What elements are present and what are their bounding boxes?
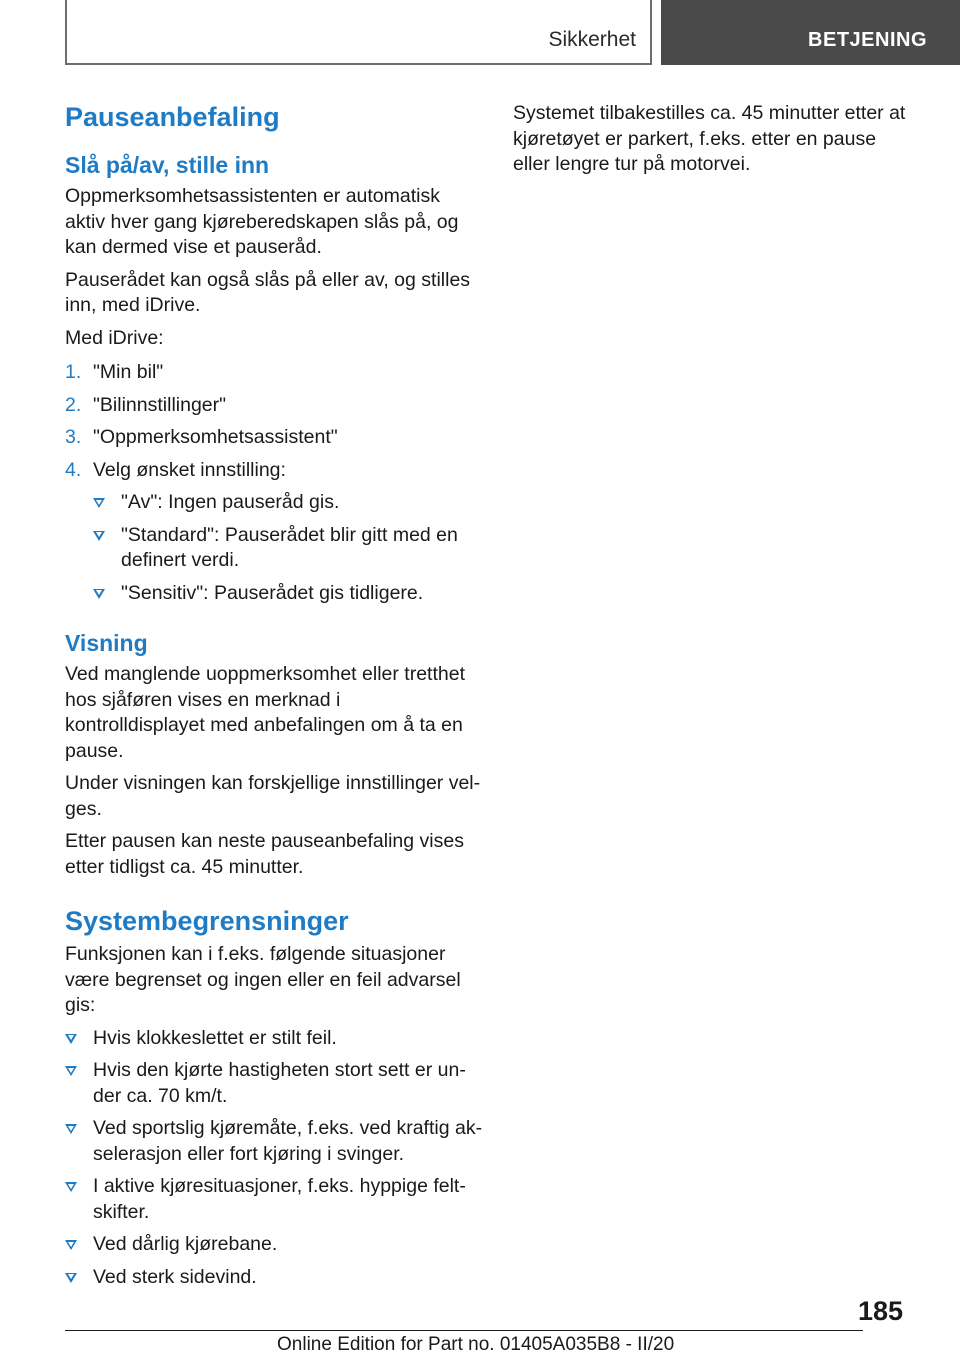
option-text: "Standard": Pauserådet blir gitt med en definert verdi. — [121, 523, 458, 571]
bullet-triangle-icon — [65, 1182, 77, 1192]
item-text: I aktive kjøresituasjoner, f.eks. hyppige feltskifter. — [93, 1175, 466, 1223]
list-item — [65, 1058, 485, 1109]
bullet-triangle-icon — [65, 1124, 77, 1134]
list-item — [93, 523, 485, 574]
item-text: Hvis den kjørte hastigheten stort sett er under ca. 70 km/t. — [93, 1059, 466, 1107]
header-chapter-title: BETJENING — [808, 29, 927, 51]
paragraph: Ved manglende uoppmerksomhet eller tretthet hos sjåføren vises en merknad i kontrolldisplayet med anbefalingen om å ta en pause. — [65, 663, 465, 762]
limitation-list — [65, 1026, 485, 1291]
option-text: "Av": Ingen pauseråd gis. — [121, 491, 340, 513]
bullet-triangle-icon — [65, 1240, 77, 1250]
list-item — [65, 360, 485, 386]
list-item — [65, 1232, 485, 1258]
header-section-box — [65, 0, 652, 65]
list-item — [65, 458, 485, 607]
list-item — [65, 1265, 485, 1291]
item-text: Ved sportslig kjøremåte, f.eks. ved kraftig akselerasjon eller fort kjøring i svinger. — [93, 1117, 483, 1165]
paragraph: Oppmerksomhetsassistenten er automatisk aktiv hver gang kjøreberedskapen slås på, og kan dermed vise et pauseråd. — [65, 185, 459, 258]
step-list — [65, 360, 485, 606]
item-text: Ved dårlig kjørebane. — [93, 1233, 278, 1255]
item-text: Ved sterk sidevind. — [93, 1265, 257, 1288]
heading-systembegrensninger: Systembegrensninger — [65, 906, 349, 936]
bullet-triangle-icon — [93, 531, 105, 541]
bullet-triangle-icon — [93, 498, 105, 508]
step-text: "Oppmerksomhetsassistent" — [93, 426, 338, 448]
paragraph: Med iDrive: — [65, 326, 164, 349]
paragraph: Pauserådet kan også slås på eller av, og stilles inn, med iDrive. — [65, 268, 471, 316]
paragraph: Funksjonen kan i f.eks. følgende situasjoner være begrenset og ingen eller en feil advarsel gis: — [65, 943, 461, 1016]
heading-visning: Visning — [65, 630, 148, 656]
list-item — [65, 393, 485, 419]
list-item — [65, 1026, 485, 1052]
paragraph: Under visningen kan forskjellige innstillinger velges. — [65, 772, 481, 820]
bullet-triangle-icon — [65, 1273, 77, 1283]
option-list — [93, 490, 485, 606]
page-title: Pauseanbefaling — [65, 102, 280, 132]
bullet-triangle-icon — [65, 1066, 77, 1076]
header-chapter-tab — [661, 0, 960, 65]
list-item — [93, 581, 485, 607]
list-item — [65, 1116, 485, 1167]
list-item — [65, 425, 485, 451]
list-item — [65, 1174, 485, 1225]
footer-divider — [65, 1330, 863, 1331]
heading-sla-pa-av: Slå på/av, stille inn — [65, 152, 270, 178]
step-number: 4. — [65, 458, 82, 481]
step-number: 2. — [65, 393, 82, 416]
left-column — [65, 100, 485, 1297]
list-item — [93, 490, 485, 516]
paragraph: Etter pausen kan neste pauseanbefaling vises etter tidligst ca. 45 minutter. — [65, 830, 464, 878]
bullet-triangle-icon — [93, 589, 105, 599]
paragraph: Systemet tilbakestilles ca. 45 minutter etter at kjøretøyet er parkert, f.eks. etter en pause eller lengre tur på motorvei. — [513, 102, 906, 175]
step-text: "Min bil" — [93, 361, 164, 383]
right-column — [513, 101, 913, 185]
page-header — [65, 0, 960, 65]
step-number: 1. — [65, 361, 82, 383]
step-text: Velg ønsket innstilling: — [93, 458, 286, 481]
step-number: 3. — [65, 426, 82, 448]
page-number: 185 — [858, 1296, 904, 1326]
option-text: "Sensitiv": Pauserådet gis tidligere. — [121, 581, 424, 604]
bullet-triangle-icon — [65, 1034, 77, 1044]
header-section-title: Sikkerhet — [548, 28, 636, 51]
item-text: Hvis klokkeslettet er stilt feil. — [93, 1026, 337, 1049]
footer-edition-text: Online Edition for Part no. 01405A035B8 - II/20 — [277, 1334, 675, 1355]
step-text: "Bilinnstillinger" — [93, 393, 227, 416]
